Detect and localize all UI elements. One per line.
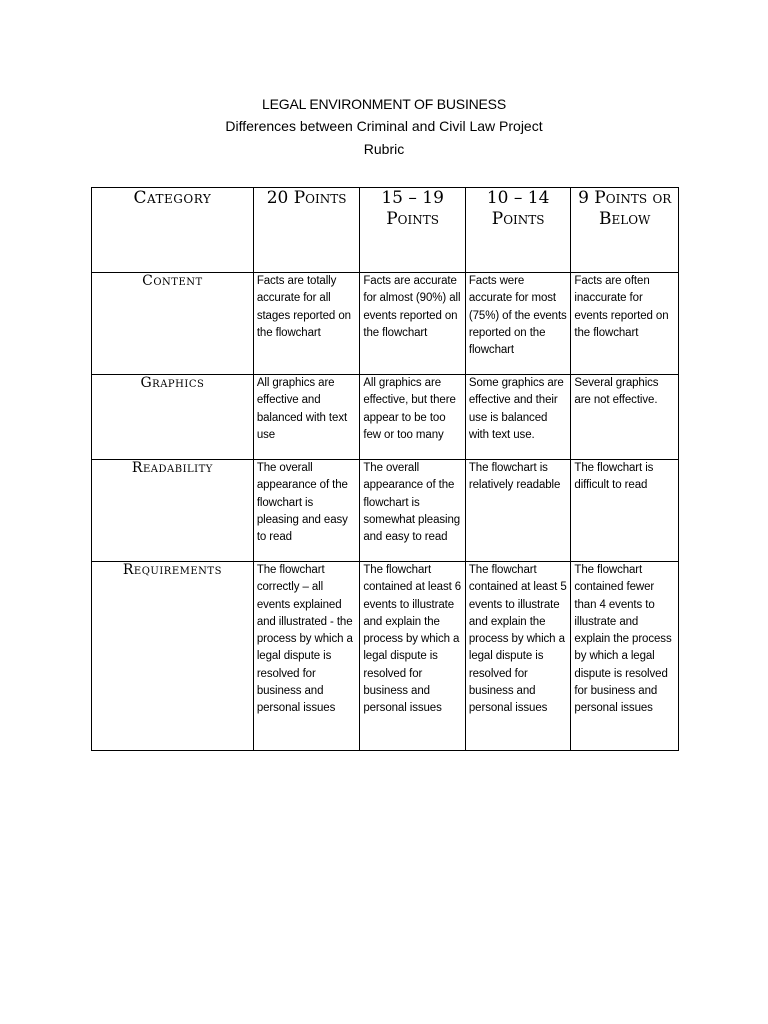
table-cell: The overall appearance of the flowchart is pleasing and easy to read xyxy=(253,460,360,562)
table-cell: The flowchart contained fewer than 4 events to illustrate and explain the process by which a legal dispute is resolved for business and personal issues xyxy=(571,562,679,751)
column-header-category: Category xyxy=(92,188,254,273)
table-cell: The overall appearance of the flowchart is somewhat pleasing and easy to read xyxy=(360,460,466,562)
category-label-graphics: Graphics xyxy=(92,375,254,460)
table-cell: The flowchart contained at least 6 events to illustrate and explain the process by which a legal dispute is resolved for business and personal issues xyxy=(360,562,466,751)
table-cell: Several graphics are not effective. xyxy=(571,375,679,460)
table-cell: Facts are totally accurate for all stages reported on the flowchart xyxy=(253,273,360,375)
course-title: LEGAL ENVIRONMENT OF BUSINESS xyxy=(262,96,506,112)
column-header-10-14-points: 10 – 14 Points xyxy=(465,188,571,273)
rubric-table xyxy=(91,187,679,751)
table-cell: Facts were accurate for most (75%) of the events reported on the flowchart xyxy=(465,273,571,375)
table-cell: The flowchart is relatively readable xyxy=(465,460,571,562)
table-row xyxy=(92,562,679,751)
table-cell: All graphics are effective and balanced with text use xyxy=(253,375,360,460)
column-header-15-19-points: 15 – 19 Points xyxy=(360,188,466,273)
category-label-readability: Readability xyxy=(92,460,254,562)
rubric-label: Rubric xyxy=(363,141,405,157)
table-header-row xyxy=(92,188,679,273)
table-cell: The flowchart contained at least 5 events to illustrate and explain the process by which a legal dispute is resolved for business and personal issues xyxy=(465,562,571,751)
document-header xyxy=(0,93,768,161)
table-cell: Facts are accurate for almost (90%) all events reported on the flowchart xyxy=(360,273,466,375)
table-row xyxy=(92,460,679,562)
table-row xyxy=(92,273,679,375)
table-cell: Some graphics are effective and their use is balanced with text use. xyxy=(465,375,571,460)
category-label-requirements: Requirements xyxy=(92,562,254,751)
table-cell: The flowchart correctly – all events explained and illustrated - the process by which a legal dispute is resolved for business and personal issues xyxy=(253,562,360,751)
table-cell: All graphics are effective, but there appear to be too few or too many xyxy=(360,375,466,460)
column-header-9-points-or-below: 9 Points or Below xyxy=(571,188,679,273)
project-title: Differences between Criminal and Civil Law Project xyxy=(225,118,543,134)
table-row xyxy=(92,375,679,460)
category-label-content: Content xyxy=(92,273,254,375)
table-cell: Facts are often inaccurate for events reported on the flowchart xyxy=(571,273,679,375)
table-cell: The flowchart is difficult to read xyxy=(571,460,679,562)
column-header-20-points: 20 Points xyxy=(253,188,360,273)
